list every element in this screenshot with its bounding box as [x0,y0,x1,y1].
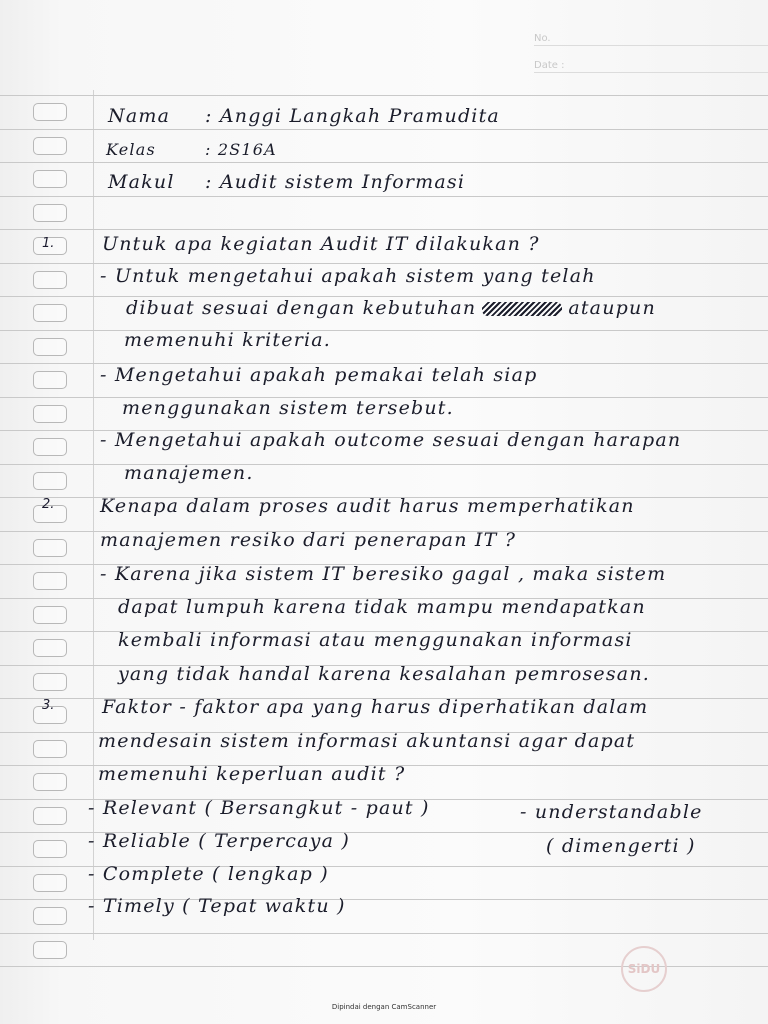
header-no-label: No. [534,33,551,44]
question-3-line-2: mendesain sistem informasi akuntansi agar dapat [98,730,636,752]
q1-answer-1-line-2b: ataupun [568,297,656,319]
kelas-label: Kelas [106,140,156,159]
q1-answer-3-line-2: manajemen. [124,462,254,484]
margin-box [33,773,67,791]
q1-answer-1-line-1: - Untuk mengetahui apakah sistem yang telah [100,265,596,287]
ruled-line [0,933,768,934]
margin-box [33,807,67,825]
ruled-line [0,464,768,465]
makul-label: Makul [108,171,175,193]
q1-answer-2-line-2: menggunakan sistem tersebut. [122,397,454,419]
scanner-footer: Dipindai dengan CamScanner [331,1003,437,1011]
question-3-line-1: Faktor - faktor apa yang harus diperhatikan dalam [102,696,649,718]
margin-box [33,338,67,356]
margin-box [33,539,67,557]
margin-box [33,103,67,121]
question-number-2: 2. [42,497,55,512]
ruled-line [0,330,768,331]
q1-answer-1-line-2a: dibuat sesuai dengan kebutuhan [126,297,477,319]
margin-box [33,572,67,590]
q1-answer-1-line-2 [126,296,656,320]
q2-answer-line-3: kembali informasi atau menggunakan informasi [118,629,633,651]
question-2-line-2: manajemen resiko dari penerapan IT ? [100,529,517,551]
q2-answer-line-2: dapat lumpuh karena tidak mampu mendapatkan [118,596,646,618]
q1-answer-1-line-3: memenuhi kriteria. [124,329,332,351]
question-2-line-1: Kenapa dalam proses audit harus memperhatikan [100,495,635,517]
ruled-line [0,229,768,230]
margin-box [33,438,67,456]
margin-box [33,673,67,691]
margin-box [33,371,67,389]
question-1-text: Untuk apa kegiatan Audit IT dilakukan ? [102,233,540,255]
nama-label: Nama [108,105,171,127]
q3-item-understandable: - understandable [520,801,703,823]
question-number-1: 1. [42,236,55,251]
margin-box [33,304,67,322]
ruled-line [0,162,768,163]
margin-box [33,472,67,490]
q2-answer-line-4: yang tidak handal karena kesalahan pemrosesan. [118,663,651,685]
margin-box [33,137,67,155]
margin-box [33,271,67,289]
q1-answer-3-line-1: - Mengetahui apakah outcome sesuai dengan harapan [100,429,682,451]
watermark-stamp [621,946,667,992]
q3-item-relevant: - Relevant ( Bersangkut - paut ) [88,797,430,819]
ruled-line [0,95,768,96]
makul-value: : Audit sistem Informasi [205,171,466,193]
header-no-field [534,33,768,46]
margin-box [33,170,67,188]
question-number-3: 3. [42,698,55,713]
header-date-label: Date : [534,60,565,71]
q2-answer-line-1: - Karena jika sistem IT beresiko gagal , maka sistem [100,563,667,585]
crossed-out-word [482,302,562,316]
stamp-text: SiDU [627,962,661,976]
margin-box [33,204,67,222]
margin-box [33,874,67,892]
q3-item-complete: - Complete ( lengkap ) [88,863,329,885]
q1-answer-2-line-1: - Mengetahui apakah pemakai telah siap [100,364,538,386]
margin-box [33,740,67,758]
kelas-value: : 2S16A [205,140,277,159]
q3-item-timely: - Timely ( Tepat waktu ) [88,895,346,917]
question-3-line-3: memenuhi keperluan audit ? [98,763,406,785]
q3-item-reliable: - Reliable ( Terpercaya ) [88,830,350,852]
margin-box [33,941,67,959]
nama-value: : Anggi Langkah Pramudita [205,105,500,127]
margin-box [33,405,67,423]
ruled-line [0,129,768,130]
margin-box [33,840,67,858]
q3-item-understandable-note: ( dimengerti ) [546,835,696,857]
margin-box [33,606,67,624]
margin-box [33,639,67,657]
ruled-line [0,196,768,197]
margin-box [33,907,67,925]
header-date-field [534,60,768,73]
